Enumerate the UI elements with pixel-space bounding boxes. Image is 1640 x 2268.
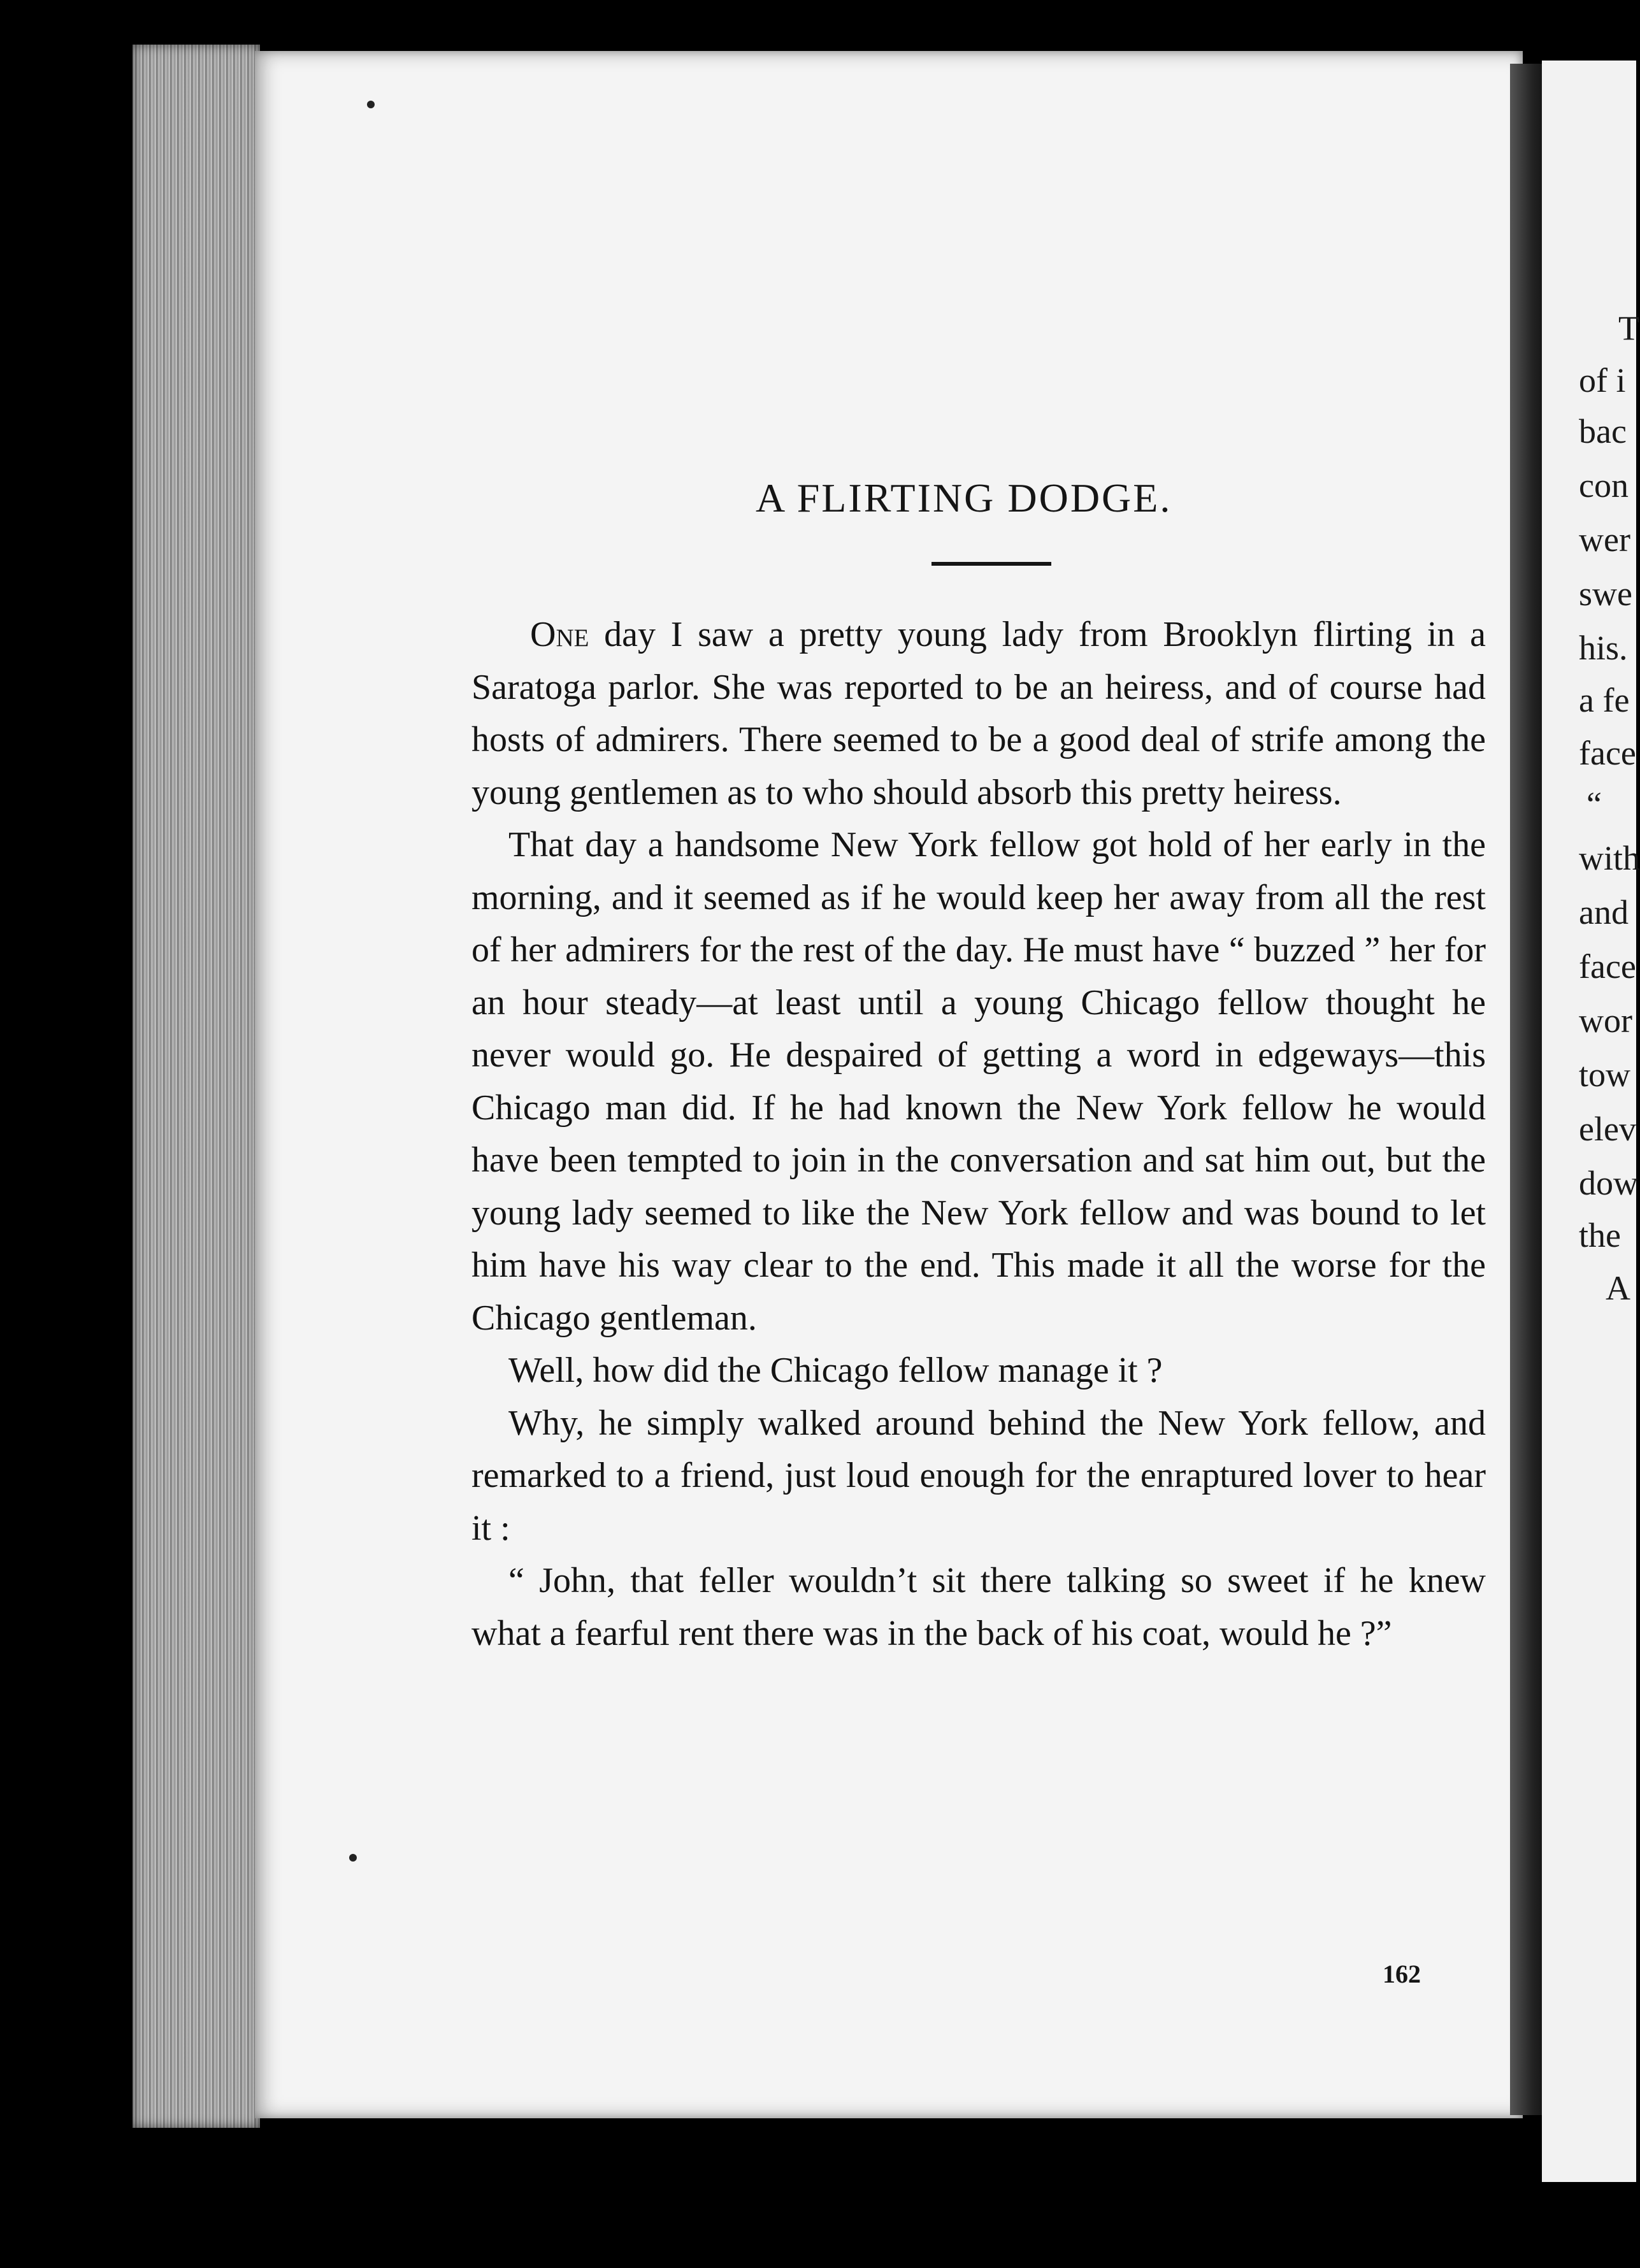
facing-line: T xyxy=(1618,309,1639,347)
ink-speck xyxy=(349,1854,357,1862)
paragraph: Well, how did the Chicago fellow manage it ? xyxy=(508,1351,1163,1390)
facing-line: bac xyxy=(1579,412,1627,450)
paragraph: Why, he simply walked around behind the New York fellow, and remarked to a friend, just loud enough for the enraptured lover to hear it : xyxy=(471,1403,1486,1548)
body-text xyxy=(471,608,1486,1660)
facing-line: tow xyxy=(1579,1056,1630,1094)
facing-line: wor xyxy=(1579,1001,1632,1040)
facing-line: dow xyxy=(1579,1164,1638,1202)
facing-line: the xyxy=(1579,1216,1621,1254)
facing-line: of i xyxy=(1579,361,1626,399)
facing-line: A xyxy=(1606,1269,1630,1307)
paragraph-lead: One xyxy=(530,615,589,654)
facing-line: “ xyxy=(1586,785,1602,823)
facing-line: a fe xyxy=(1579,681,1630,719)
paragraph: “ John, that feller wouldn’t sit there talking so sweet if he knew what a fearful rent there was in the back of his coat, would he ?” xyxy=(471,1561,1486,1653)
facing-line: face xyxy=(1579,947,1636,986)
facing-line: con xyxy=(1579,466,1629,505)
page-block-edges xyxy=(133,45,260,2128)
facing-line: wer xyxy=(1579,520,1630,559)
facing-line: with xyxy=(1579,839,1640,877)
paragraph xyxy=(471,608,1486,819)
ink-speck xyxy=(367,101,375,108)
paragraph-text: day I saw a pretty young lady from Brooklyn flirting in a Saratoga parlor. She was reported to be an heiress, and of course had hosts of admirers. There seemed to be a good deal of strife among the young gentlemen as to who should absorb this pretty heiress. xyxy=(471,615,1486,812)
facing-line: face xyxy=(1579,734,1636,772)
title-rule xyxy=(931,562,1051,566)
paragraph: That day a handsome New York fellow got hold of her early in the morning, and it seemed as if he would keep her away from all the rest of her admirers for the rest of the day. He must have “ buzzed ” her for an hour steady—at least until a young Chicago fellow thought he never would go. He despaired of getting a word in edgeways—this Chicago man did. If he had known the New York fellow he would have been tempted to join in the conversation and sat him out, but the young lady seemed to like the New York fellow and was bound to let him have his way clear to the end. This made it all the worse for the Chicago gentleman. xyxy=(471,825,1486,1338)
chapter-title: A FLIRTING DODGE. xyxy=(756,475,1172,520)
page-number: 162 xyxy=(1383,1960,1421,1988)
facing-line: his. xyxy=(1579,629,1628,667)
facing-line: and xyxy=(1579,893,1629,931)
facing-line: swe xyxy=(1579,575,1632,613)
facing-line: elev xyxy=(1579,1110,1636,1148)
